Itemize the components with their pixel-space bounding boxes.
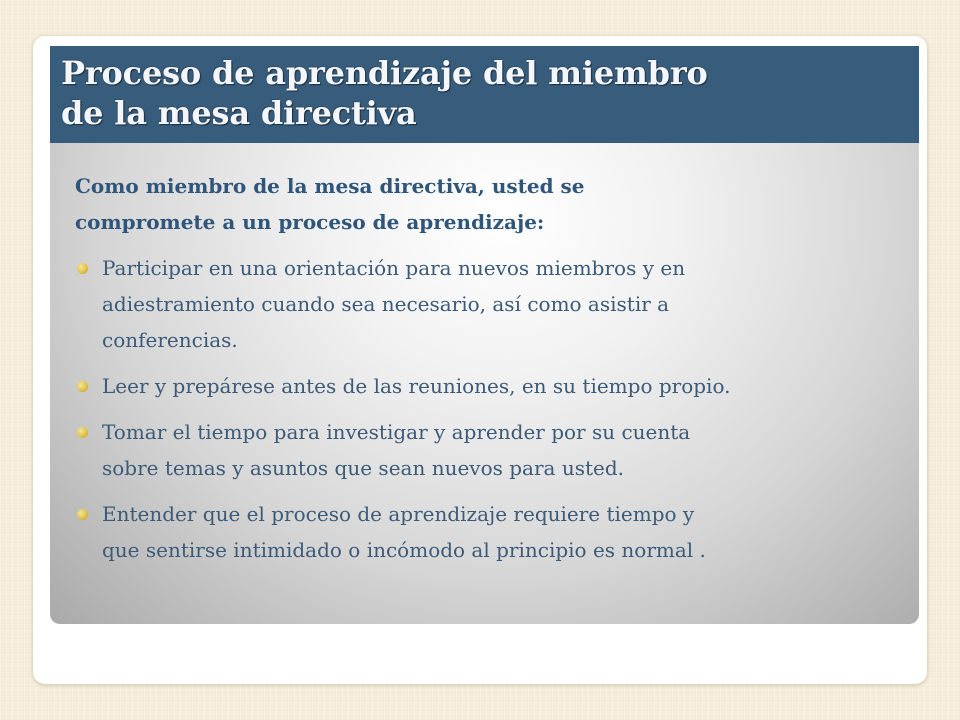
slide-title-line-1: Proceso de aprendizaje del miembro bbox=[61, 54, 708, 92]
lead-line-1: Como miembro de la mesa directiva, usted se bbox=[75, 174, 585, 198]
lead-text bbox=[75, 168, 775, 240]
bullet-dot-icon bbox=[77, 427, 88, 438]
bullet-dot-icon bbox=[77, 509, 88, 520]
slide-content-panel bbox=[50, 46, 919, 624]
bullet-2-line-1: Leer y prepárese antes de las reuniones, en su tiempo propio. bbox=[102, 374, 731, 398]
bullet-item-3 bbox=[77, 414, 917, 486]
bullet-4-line-2: que sentirse intimidado o incómodo al principio es normal . bbox=[102, 538, 706, 562]
slide-title-line-2: de la mesa directiva bbox=[61, 94, 417, 132]
bullet-dot-icon bbox=[77, 381, 88, 392]
bullet-3-line-2: sobre temas y asuntos que sean nuevos para usted. bbox=[102, 456, 624, 480]
bullet-item-2 bbox=[77, 368, 917, 404]
bullet-1-line-2: adiestramiento cuando sea necesario, así como asistir a bbox=[102, 292, 670, 316]
lead-line-2: compromete a un proceso de aprendizaje: bbox=[75, 210, 545, 234]
bullet-1-line-1: Participar en una orientación para nuevos miembros y en bbox=[102, 256, 686, 280]
bullet-4-line-1: Entender que el proceso de aprendizaje requiere tiempo y bbox=[102, 502, 695, 526]
bullet-3-line-1: Tomar el tiempo para investigar y aprender por su cuenta bbox=[102, 420, 691, 444]
bullet-dot-icon bbox=[77, 263, 88, 274]
bullet-item-1 bbox=[77, 250, 917, 358]
slide-title bbox=[61, 53, 708, 133]
bullet-item-4 bbox=[77, 496, 917, 568]
title-bar bbox=[50, 46, 919, 143]
bullet-1-line-3: conferencias. bbox=[102, 328, 238, 352]
bullet-list bbox=[77, 250, 917, 578]
